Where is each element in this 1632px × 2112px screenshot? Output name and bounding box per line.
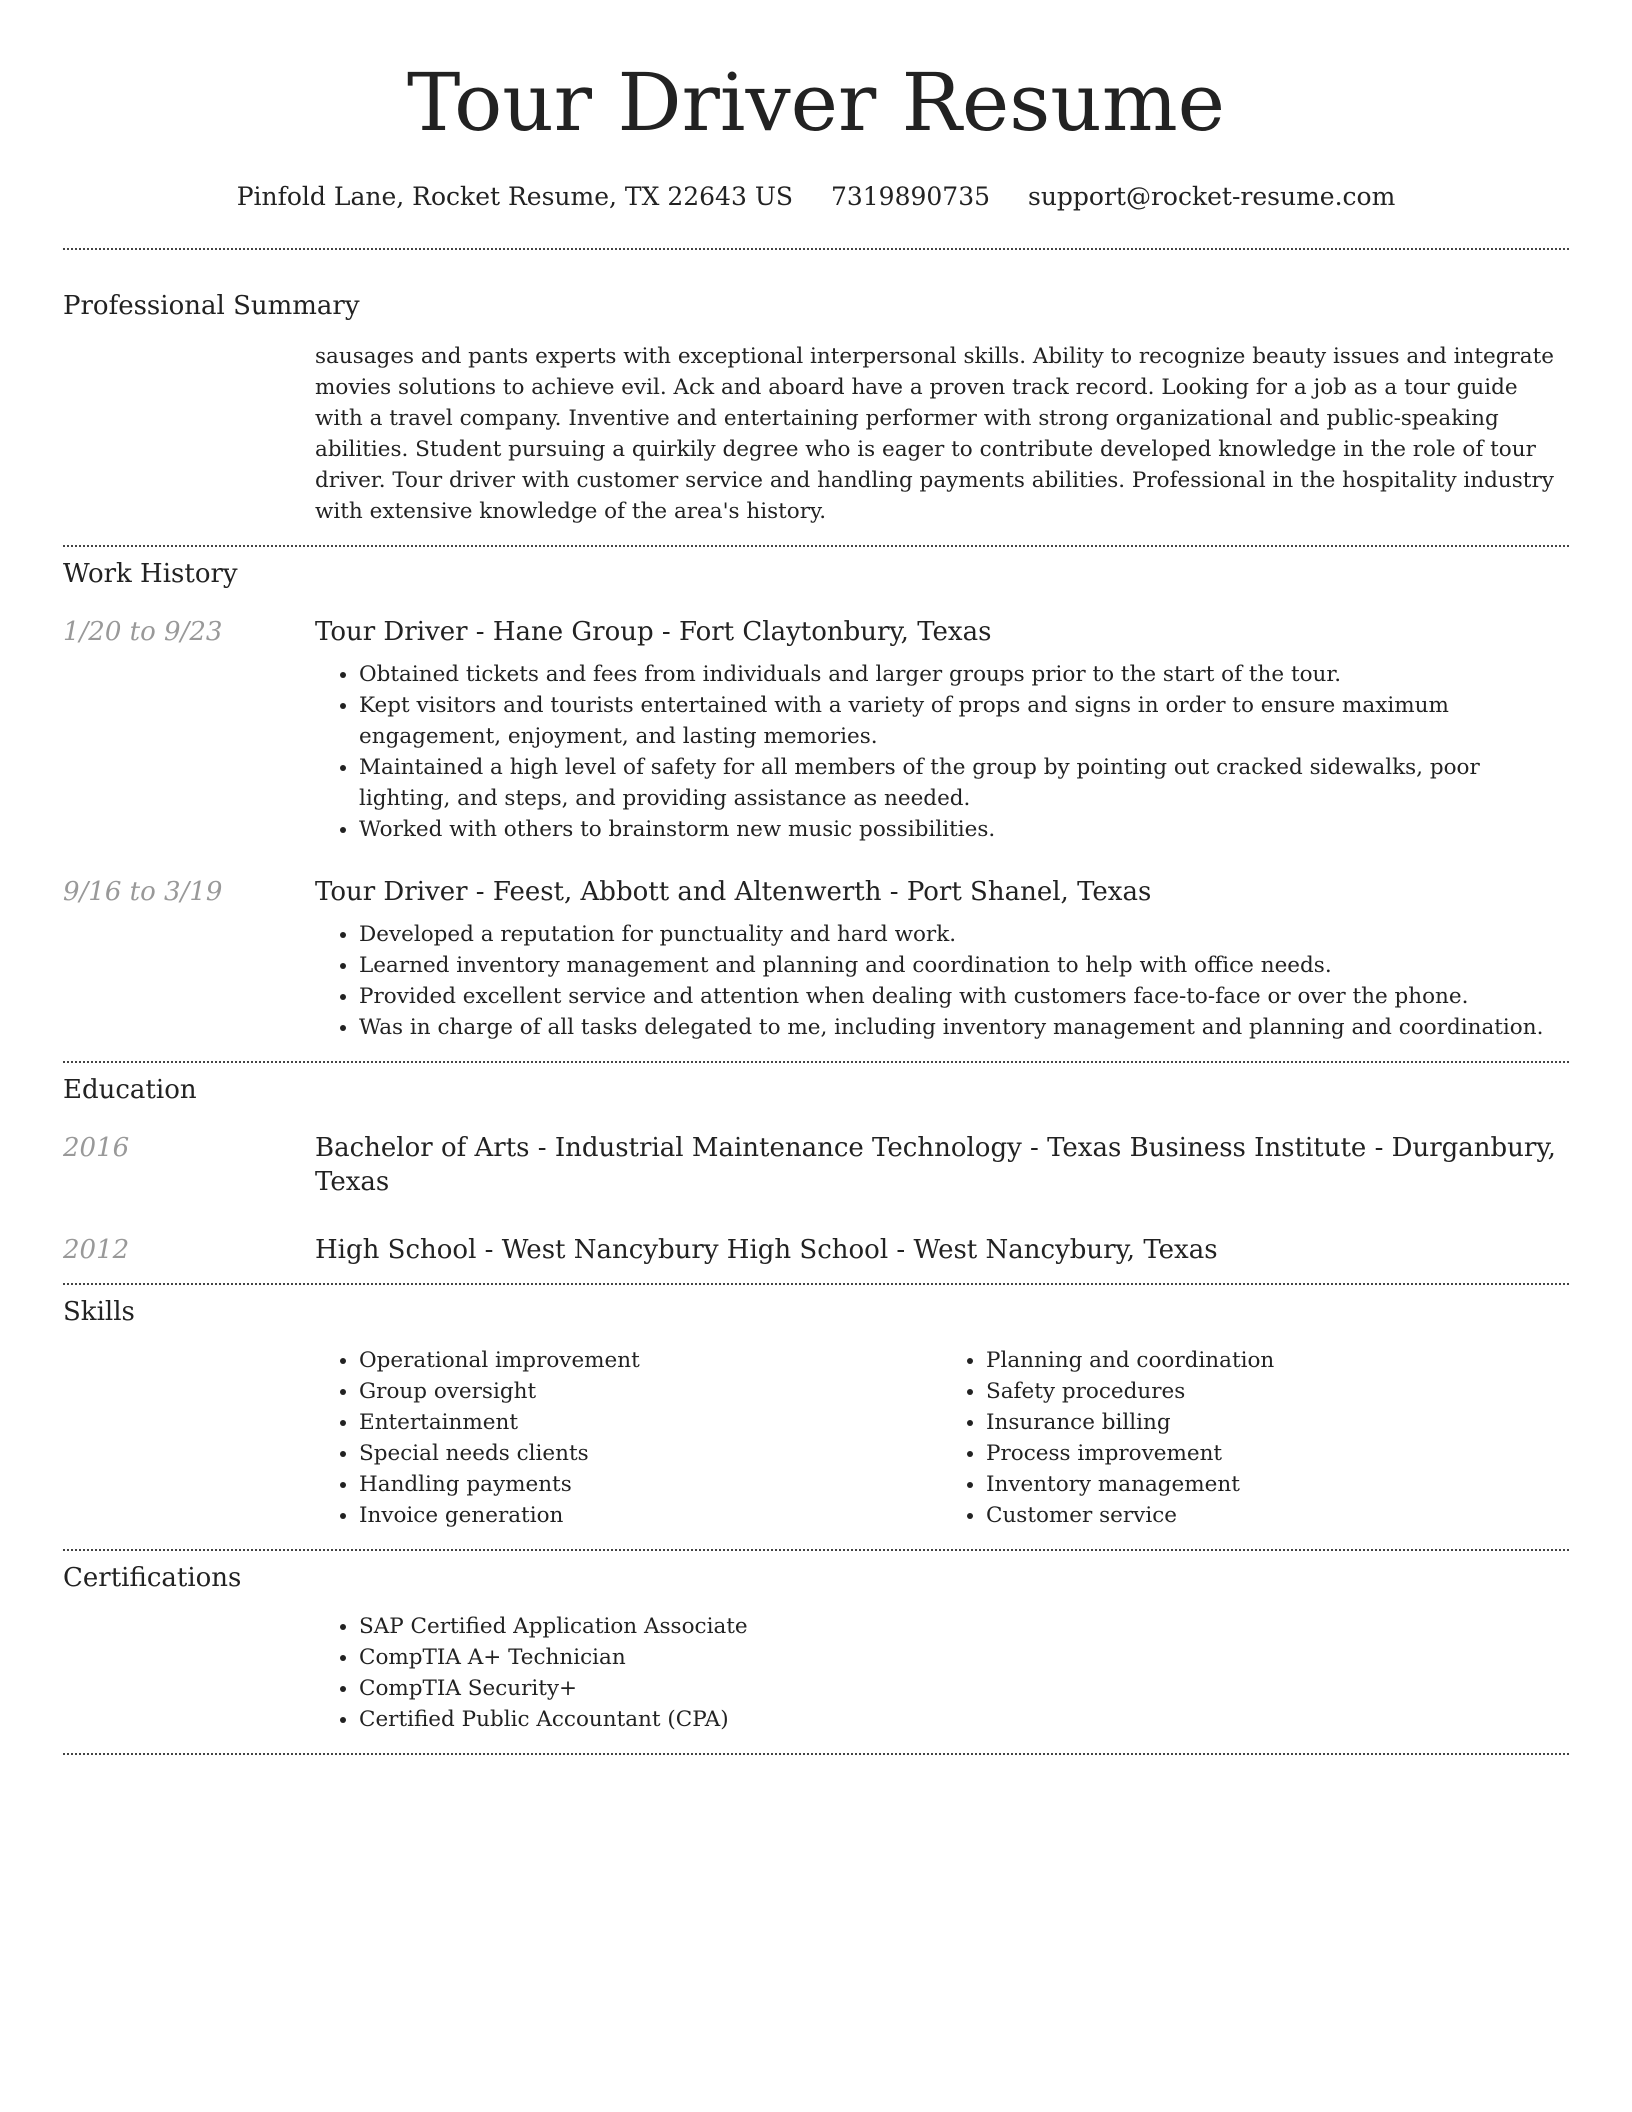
summary-text: sausages and pants experts with exceptional interpersonal skills. Ability to recognize beauty issues and integrate movies solutions to achieve evil. Ack and aboard have a proven track record. Looking for a job as a tour guide with a travel company. Inventive and entertaining performer with strong organizational and public-speaking abilities. Student pursuing a quirkily degree who is eager to contribute developed knowledge in the role of tour driver. Tour driver with customer service and handling payments abilities. Professional in the hospitality industry with extensive knowledge of the area's history. <box>315 344 1554 524</box>
skill-item: • Safety procedures <box>986 1376 1569 1407</box>
education-year: 2012 <box>63 1235 130 1265</box>
job-bullet: • Provided excellent service and attention when dealing with customers face-to-face or over the phone. <box>359 981 1569 1012</box>
job-entry <box>63 615 1569 845</box>
education-institution: - West Nancybury High School - West Nancybury, Texas <box>476 1235 1218 1265</box>
job-bullet: • Maintained a high level of safety for all members of the group by pointing out cracked sidewalks, poor lighting, and steps, and providing assistance as needed. <box>359 752 1569 814</box>
certification-item: • SAP Certified Application Associate <box>359 1611 1569 1642</box>
skills-column <box>315 1345 942 1531</box>
certification-item: • CompTIA A+ Technician <box>359 1642 1569 1673</box>
contact-email: support@rocket-resume.com <box>1027 182 1396 211</box>
job-bullet: • Learned inventory management and planning and coordination to help with office needs. <box>359 950 1569 981</box>
skill-item: • Insurance billing <box>986 1407 1569 1438</box>
job-bullets <box>315 919 1569 1043</box>
skill-item: • Process improvement <box>986 1438 1569 1469</box>
job-title: Tour Driver - Feest, Abbott and Altenwerth - Port Shanel, Texas <box>315 877 1152 907</box>
job-dates: 9/16 to 3/19 <box>63 877 223 907</box>
section-heading-work: Work History <box>63 559 238 589</box>
skill-item: • Group oversight <box>359 1376 942 1407</box>
education-entry <box>63 1233 1569 1267</box>
divider <box>63 1061 1569 1063</box>
divider <box>63 248 1569 250</box>
job-bullet: • Developed a reputation for punctuality and hard work. <box>359 919 1569 950</box>
certification-item: • CompTIA Security+ <box>359 1673 1569 1704</box>
job-title: Tour Driver - Hane Group - Fort Claytonbury, Texas <box>315 617 992 647</box>
job-entry <box>63 875 1569 1043</box>
job-bullets <box>315 659 1569 845</box>
job-bullet: • Kept visitors and tourists entertained with a variety of props and signs in order to ensure maximum engagement, enjoyment, and lasting memories. <box>359 690 1569 752</box>
skill-item: • Customer service <box>986 1500 1569 1531</box>
divider <box>63 1753 1569 1755</box>
resume-title: Tour Driver Resume <box>406 56 1226 149</box>
skill-item: • Operational improvement <box>359 1345 942 1376</box>
skill-item: • Inventory management <box>986 1469 1569 1500</box>
certifications-list <box>315 1611 1569 1735</box>
skill-item: • Planning and coordination <box>986 1345 1569 1376</box>
skill-item: • Entertainment <box>359 1407 942 1438</box>
skills-grid <box>315 1345 1569 1531</box>
contact-address: Pinfold Lane, Rocket Resume, TX 22643 US <box>236 182 794 211</box>
job-bullet: • Worked with others to brainstorm new music possibilities. <box>359 814 1569 845</box>
education-entry <box>63 1131 1569 1199</box>
contact-phone: 7319890735 <box>830 182 991 211</box>
education-degree: High School <box>315 1235 477 1265</box>
skill-item: • Special needs clients <box>359 1438 942 1469</box>
section-heading-summary: Professional Summary <box>63 291 360 321</box>
divider <box>63 1549 1569 1551</box>
certification-item: • Certified Public Accountant (CPA) <box>359 1704 1569 1735</box>
section-heading-certifications: Certifications <box>63 1563 242 1593</box>
education-institution: - Texas Business Institute - Durganbury, Texas <box>315 1133 1556 1197</box>
skills-column <box>942 1345 1569 1531</box>
contact-line <box>63 180 1569 214</box>
job-bullet: • Was in charge of all tasks delegated to me, including inventory management and planning and coordination. <box>359 1012 1569 1043</box>
skill-item: • Handling payments <box>359 1469 942 1500</box>
section-heading-skills: Skills <box>63 1297 135 1327</box>
job-bullet: • Obtained tickets and fees from individuals and larger groups prior to the start of the tour. <box>359 659 1569 690</box>
divider <box>63 545 1569 547</box>
section-heading-education: Education <box>63 1075 197 1105</box>
education-degree: Bachelor of Arts - Industrial Maintenance Technology <box>315 1133 1022 1163</box>
education-year: 2016 <box>63 1133 130 1163</box>
job-dates: 1/20 to 9/23 <box>63 617 223 647</box>
divider <box>63 1283 1569 1285</box>
skill-item: • Invoice generation <box>359 1500 942 1531</box>
